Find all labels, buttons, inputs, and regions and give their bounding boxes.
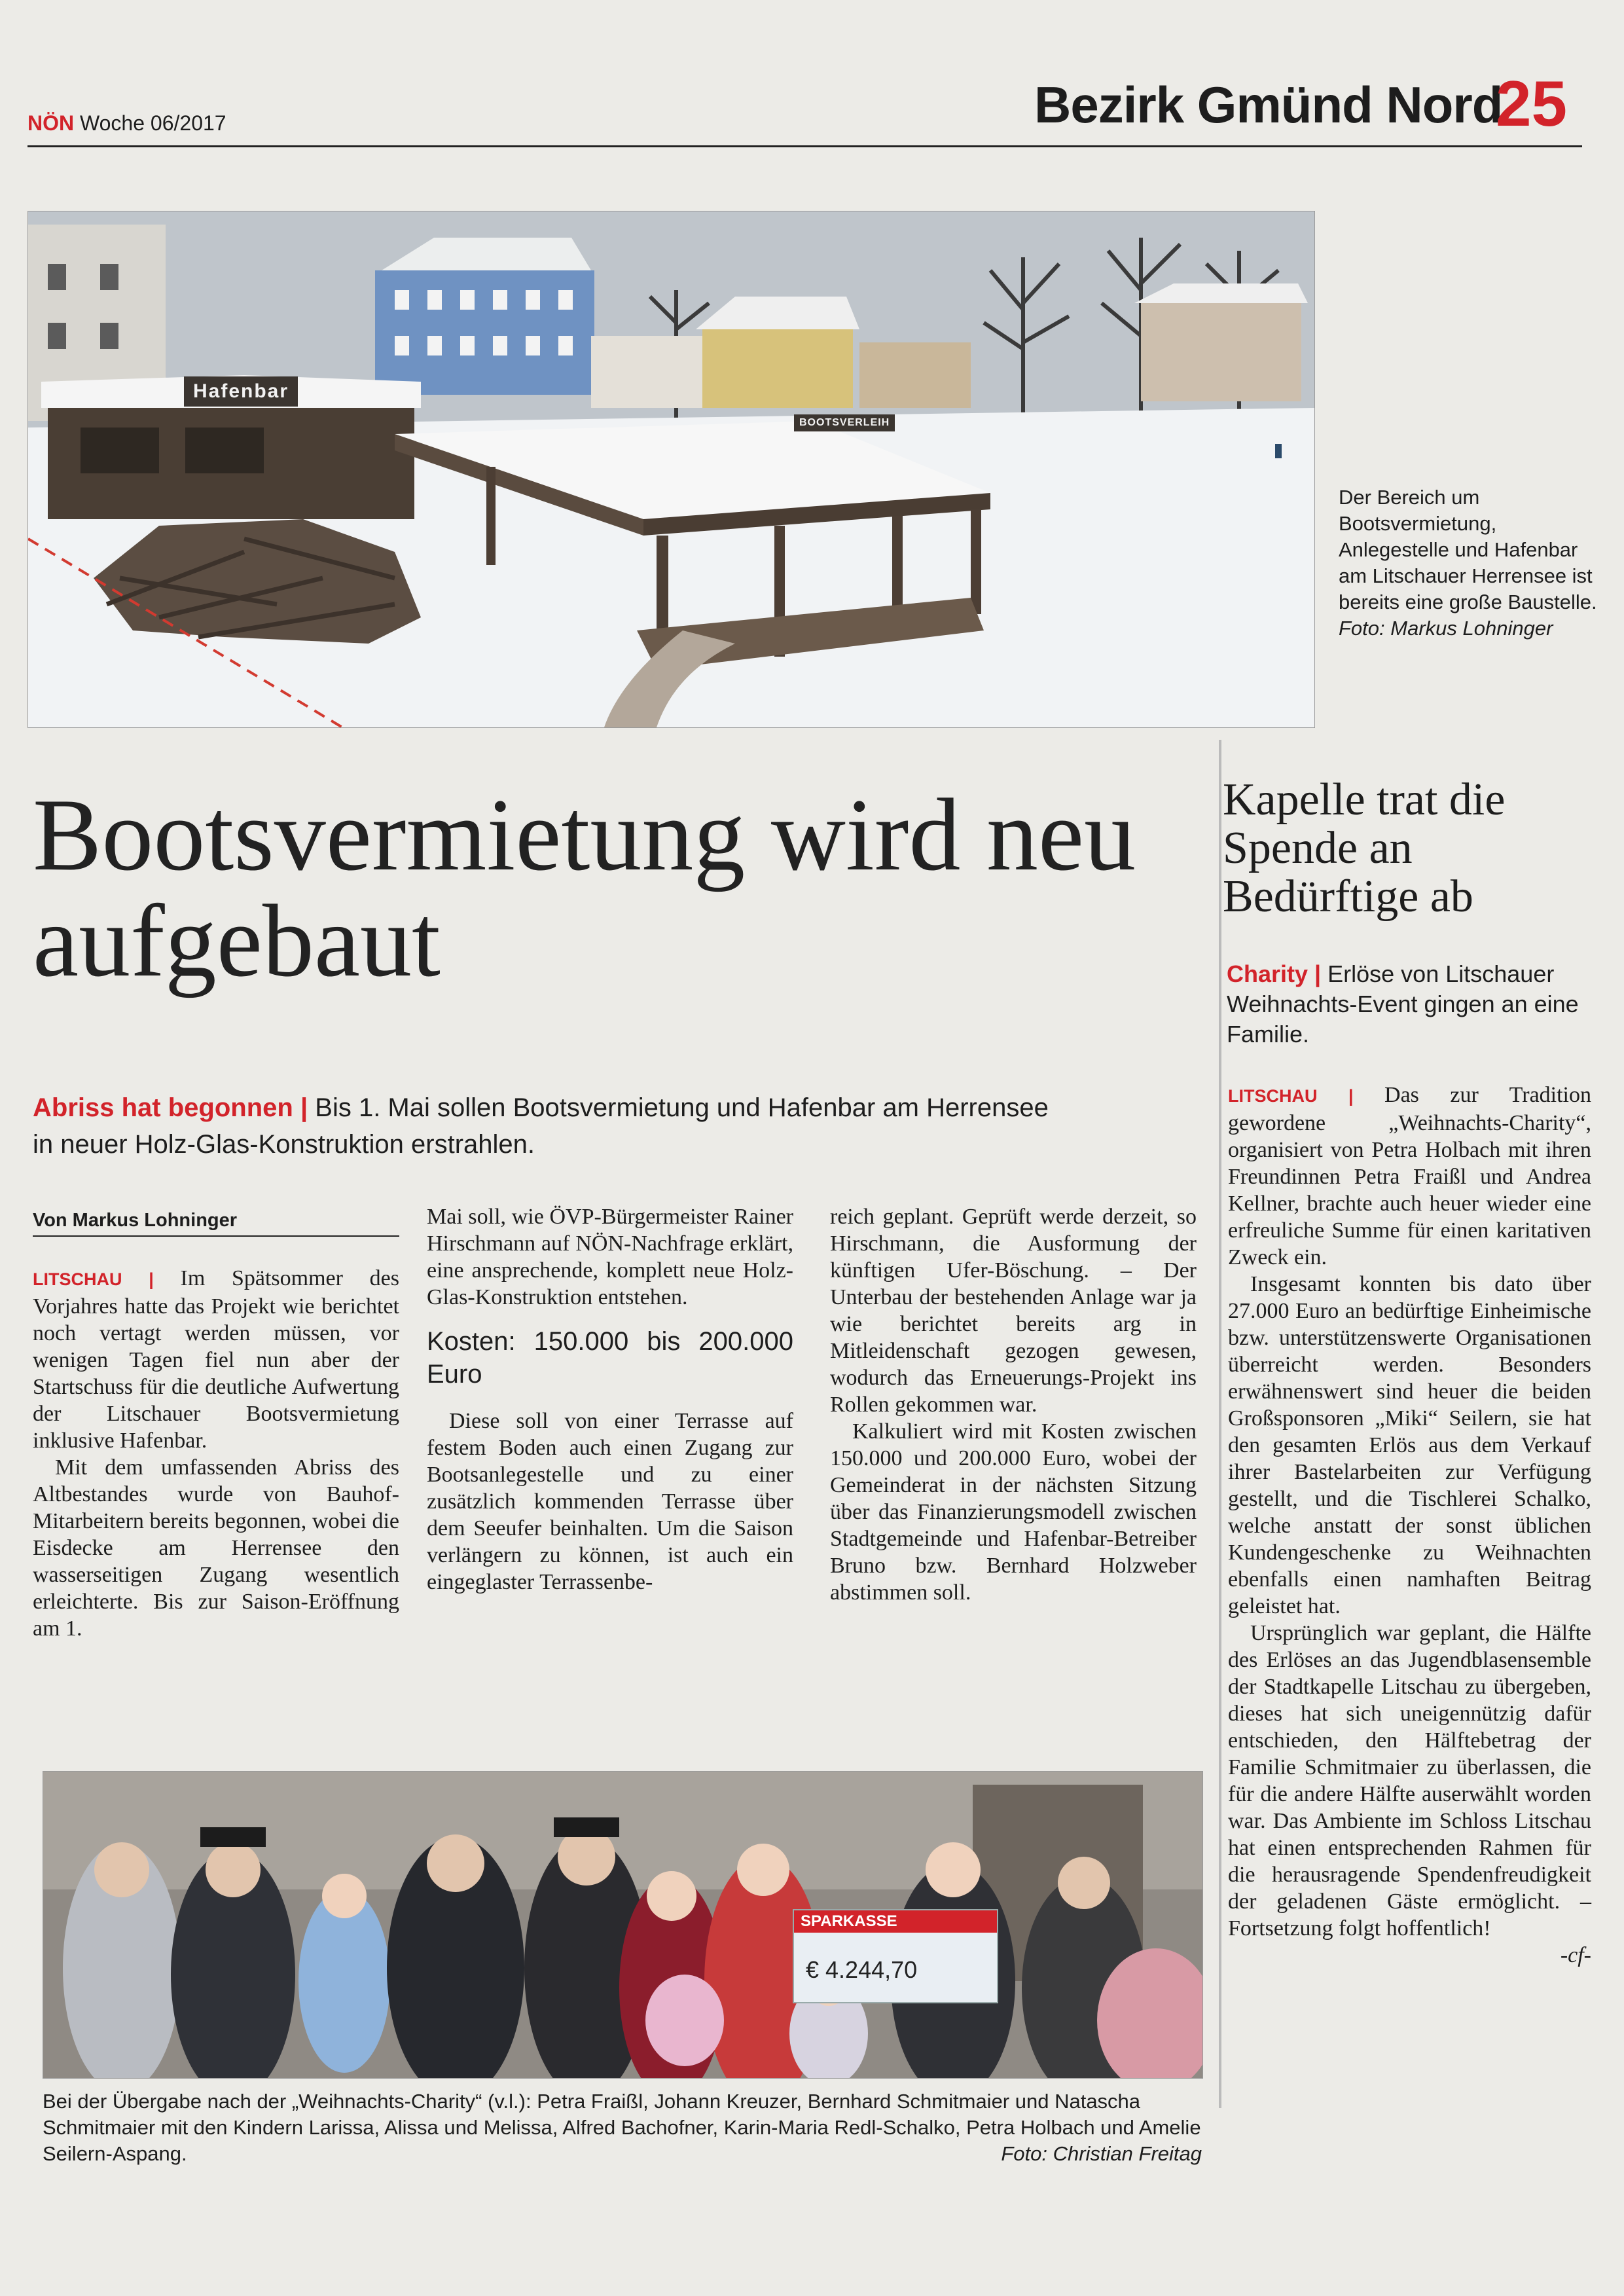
bottom-photo bbox=[43, 1771, 1203, 2079]
main-kicker-separator: | bbox=[300, 1093, 308, 1122]
cheque-bank-brand: SPARKASSE bbox=[794, 1910, 997, 1933]
top-photo bbox=[27, 211, 1315, 728]
main-location: LITSCHAU bbox=[33, 1269, 122, 1289]
section-title: Bezirk Gmünd Nord bbox=[1034, 76, 1503, 134]
main-col3-para-2: Kalkuliert wird mit Kosten zwischen 150.000 und 200.000 Euro, wobei der Gemeinderat in der nächsten Sitzung über das Finanzierungsmodell zwischen Stadtgemeinde und Hafenbar-Betreiber Bruno bzw. Bernhard Holzweber abstimmen soll. bbox=[830, 1419, 1197, 1605]
side-column bbox=[1228, 1082, 1591, 1969]
top-photo-caption bbox=[1339, 484, 1597, 642]
side-signature: -cf- bbox=[1560, 1943, 1591, 1967]
bottom-photo-caption bbox=[43, 2088, 1202, 2167]
main-location-sep: | bbox=[149, 1269, 154, 1289]
side-text-1: Das zur Tradition gewordene „Weihnachts-Charity“, organisiert von Petra Holbach mit ihren Freundinnen Petra Fraißl und Andrea Kellner, brachte auch heuer wieder eine erfreuliche Summe für einen karitativen Zweck ein. bbox=[1228, 1083, 1591, 1269]
main-col1-text-1: Im Spätsommer des Vorjahres hatte das Projekt wie berichtet noch vertagt werden müssen, vor wenigen Tagen fiel nun aber der Startschuss für die deutliche Aufwertung der Litschauer Bootsvermietung inklusive Hafenbar. bbox=[33, 1266, 400, 1453]
page-number: 25 bbox=[1496, 67, 1568, 139]
main-col1-para-2: Mit dem umfassenden Abriss des Altbestandes wurde von Bauhof-Mitarbeitern bereits begonnen, wobei die Eisdecke am Herrensee den wasserseitigen Zugang wesentlich erleichterte. Bis zur Saison-Eröffnung am 1. bbox=[33, 1455, 399, 1641]
side-kicker-text: Erlöse von Litschauer Weihnachts-Event gingen an eine Familie. bbox=[1227, 960, 1579, 1048]
side-kicker-label: Charity bbox=[1227, 960, 1308, 987]
cost-subhead: Kosten: 150.000 bis 200.000 Euro bbox=[427, 1327, 793, 1389]
hafenbar-sign: Hafenbar bbox=[184, 376, 298, 407]
main-column-2 bbox=[427, 1203, 793, 1595]
header-rule bbox=[27, 145, 1582, 147]
main-col3-para-1: reich geplant. Geprüft werde derzeit, so Hirschmann, die Ausformung der künftigen Ufer-Böschung. – Der Unterbau der bestehenden Anlage war ja wie berichtet bereits arg in Mitleidenschaft gezogen gewesen, wodurch das Erneuerungs-Projekt ins Rollen gekommen war. bbox=[830, 1205, 1197, 1417]
main-column-1 bbox=[33, 1265, 399, 1642]
side-para-2: Insgesamt konnten bis dato über 27.000 Euro an bedürftige Einheimische bzw. unterstützenswerte Organisationen überreicht werden. Besonders erwähnenswert sind heuer die beiden Großsponsoren „Miki“ Seilern, sie hat den gesamten Erlös aus dem Verkauf ihrer Bastelarbeiten zur Verfügung gestellt, und die Tischlerei Schalko, welche anstatt der sonst üblichen Kundengeschenke zu Weihnachten ebenfalls einen namhaften Beitrag geleistet hat. bbox=[1228, 1272, 1591, 1618]
newspaper-brand bbox=[27, 111, 226, 136]
side-para-3: Ursprünglich war geplant, die Hälfte des Erlöses an das Jugendblasensemble der Stadtkapelle Litschau zu übergeben, dieses hat sich uneigennützig dafür entschieden, den Hälftebetrag der Familie Schmitmaier zu überlassen, die für die andere Hälfte auserwählt worden war. Das Ambiente im Schloss Litschau hat einen entsprechenden Rahmen für die herausragende Spendenfreudigkeit der geladenen Gäste ermöglicht. – Fortsetzung folgt hoffentlich! bbox=[1228, 1621, 1591, 1941]
side-headline: Kapelle trat die Spende an Bedürftige ab bbox=[1223, 774, 1506, 922]
side-location-sep: | bbox=[1348, 1086, 1354, 1106]
author-byline: Von Markus Lohninger bbox=[33, 1210, 399, 1237]
brand-logo: NÖN bbox=[27, 111, 75, 135]
side-location: LITSCHAU bbox=[1228, 1086, 1318, 1106]
main-kicker-label: Abriss hat begonnen bbox=[33, 1093, 293, 1122]
bottom-photo-credit: Foto: Christian Freitag bbox=[1001, 2142, 1202, 2165]
main-column-3 bbox=[830, 1203, 1197, 1606]
bootsverleih-sign: BOOTSVERLEIH bbox=[794, 414, 895, 431]
main-col1-para-1 bbox=[33, 1265, 399, 1454]
main-kicker bbox=[33, 1089, 1054, 1163]
bottom-photo-caption-text: Bei der Übergabe nach der „Weihnachts-Charity“ (v.l.): Petra Fraißl, Johann Kreuzer, Bernhard Schmitmaier und Natascha Schmitmaier mit den Kindern Larissa, Alissa und Melissa, Alfred Bachofner, Karin-Maria Redl-Schalko, Petra Holbach und Amelie Seilern-Aspang. bbox=[43, 2090, 1201, 2165]
main-col2-para-2: Diese soll von einer Terrasse auf festem Boden auch einen Zugang zur Bootsanlegestelle und zu einer zusätzlich kommenden Terrasse über dem Seeufer beinhalten. Um die Saison verlängern zu können, ist auch ein eingeglaster Terrassenbe- bbox=[427, 1409, 793, 1594]
side-para-1 bbox=[1228, 1082, 1591, 1271]
donation-cheque bbox=[793, 1909, 998, 2003]
cheque-amount: € 4.244,70 bbox=[806, 1956, 918, 1983]
main-kicker-text: Bis 1. Mai sollen Bootsvermietung und Hafenbar am Herrensee in neuer Holz-Glas-Konstruktion erstrahlen. bbox=[33, 1093, 1049, 1159]
issue-label: Woche 06/2017 bbox=[80, 111, 226, 135]
main-headline: Bootsvermietung wird neu aufgebaut bbox=[33, 778, 1136, 998]
side-kicker bbox=[1227, 959, 1580, 1049]
top-photo-credit: Foto: Markus Lohninger bbox=[1339, 617, 1553, 640]
column-divider bbox=[1219, 740, 1221, 2108]
side-kicker-separator: | bbox=[1314, 960, 1322, 987]
main-col2-para-1: Mai soll, wie ÖVP-Bürgermeister Rainer Hirschmann auf NÖN-Nachfrage erklärt, eine ansprechende, komplett neue Holz-Glas-Konstruktion entstehen. bbox=[427, 1205, 793, 1309]
top-photo-caption-text: Der Bereich um Bootsvermietung, Anlegestelle und Hafenbar am Litschauer Herrensee ist bereits eine große Baustelle. bbox=[1339, 486, 1597, 613]
